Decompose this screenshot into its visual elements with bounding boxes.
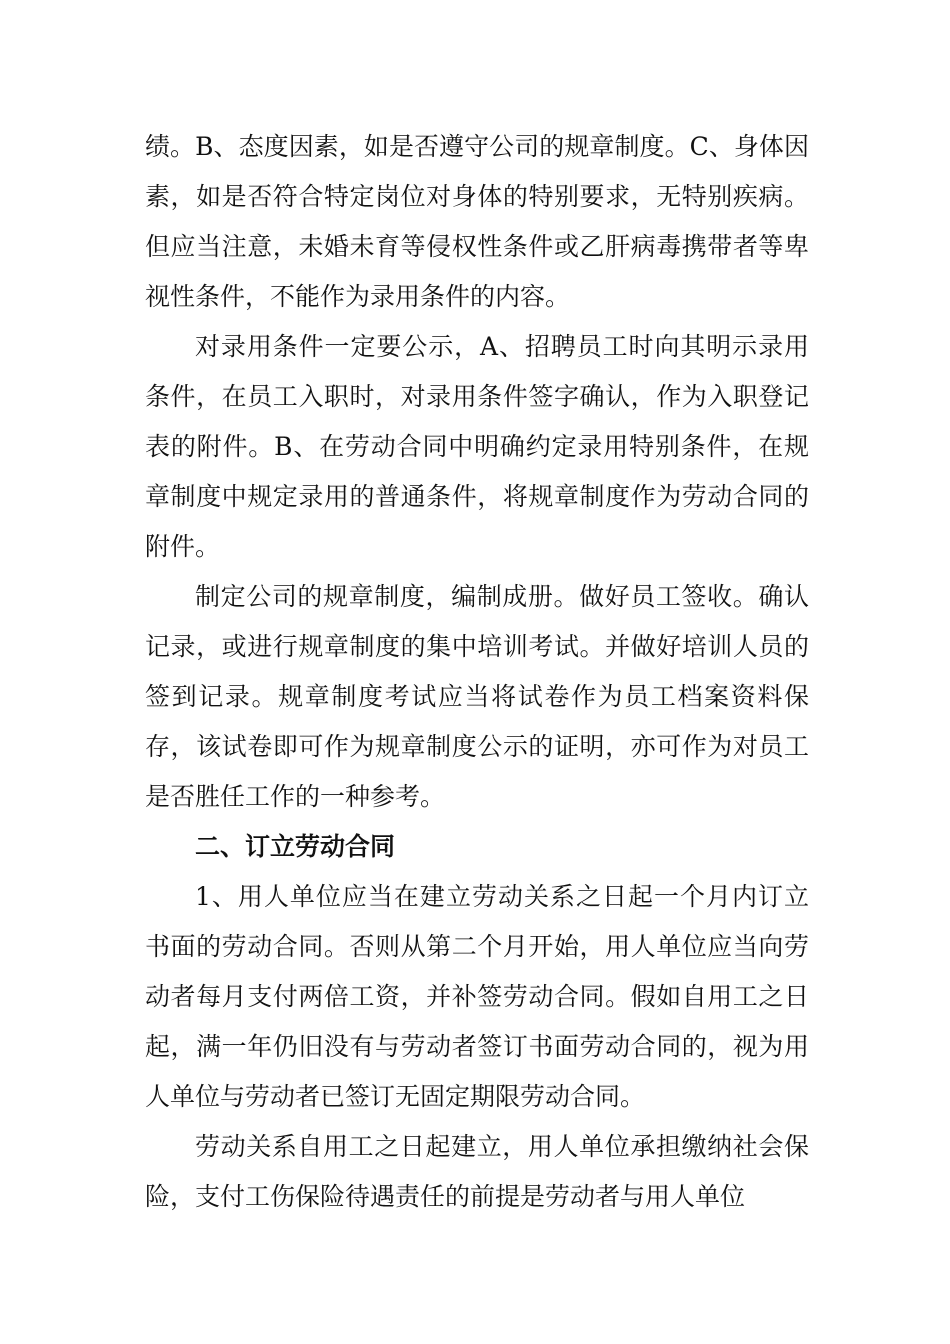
paragraph-1: 绩。B、态度因素，如是否遵守公司的规章制度。C、身体因素，如是否符合特定岗位对身体的特别要求，无特别疾病。但应当注意，未婚未育等侵权性条件或乙肝病毒携带者等卑视性条件，不能作为录用条件的内容。 [145,132,809,311]
paragraph-3: 制定公司的规章制度，编制成册。做好员工签收。确认记录，或进行规章制度的集中培训考试。并做好培训人员的签到记录。规章制度考试应当将试卷作为员工档案资料保存，该试卷即可作为规章制度公示的证明，亦可作为对员工是否胜任工作的一种参考。 [145,582,809,811]
paragraph-4: 1、用人单位应当在建立劳动关系之日起一个月内订立书面的劳动合同。否则从第二个月开始，用人单位应当向劳动者每月支付两倍工资，并补签劳动合同。假如自用工之日起，满一年仍旧没有与劳动者签订书面劳动合同的，视为用人单位与劳动者已签订无固定期限劳动合同。 [145,882,809,1111]
paragraph-5: 劳动关系自用工之日起建立，用人单位承担缴纳社会保险，支付工伤保险待遇责任的前提是劳动者与用人单位 [145,1132,809,1211]
section-heading: 二、订立劳动合同 [195,832,396,861]
paragraph-2: 对录用条件一定要公示，A、招聘员工时向其明示录用条件，在员工入职时，对录用条件签字确认，作为入职登记表的附件。B、在劳动合同中明确约定录用特别条件，在规章制度中规定录用的普通条件，将规章制度作为劳动合同的附件。 [145,332,809,561]
document-body [145,122,809,1222]
